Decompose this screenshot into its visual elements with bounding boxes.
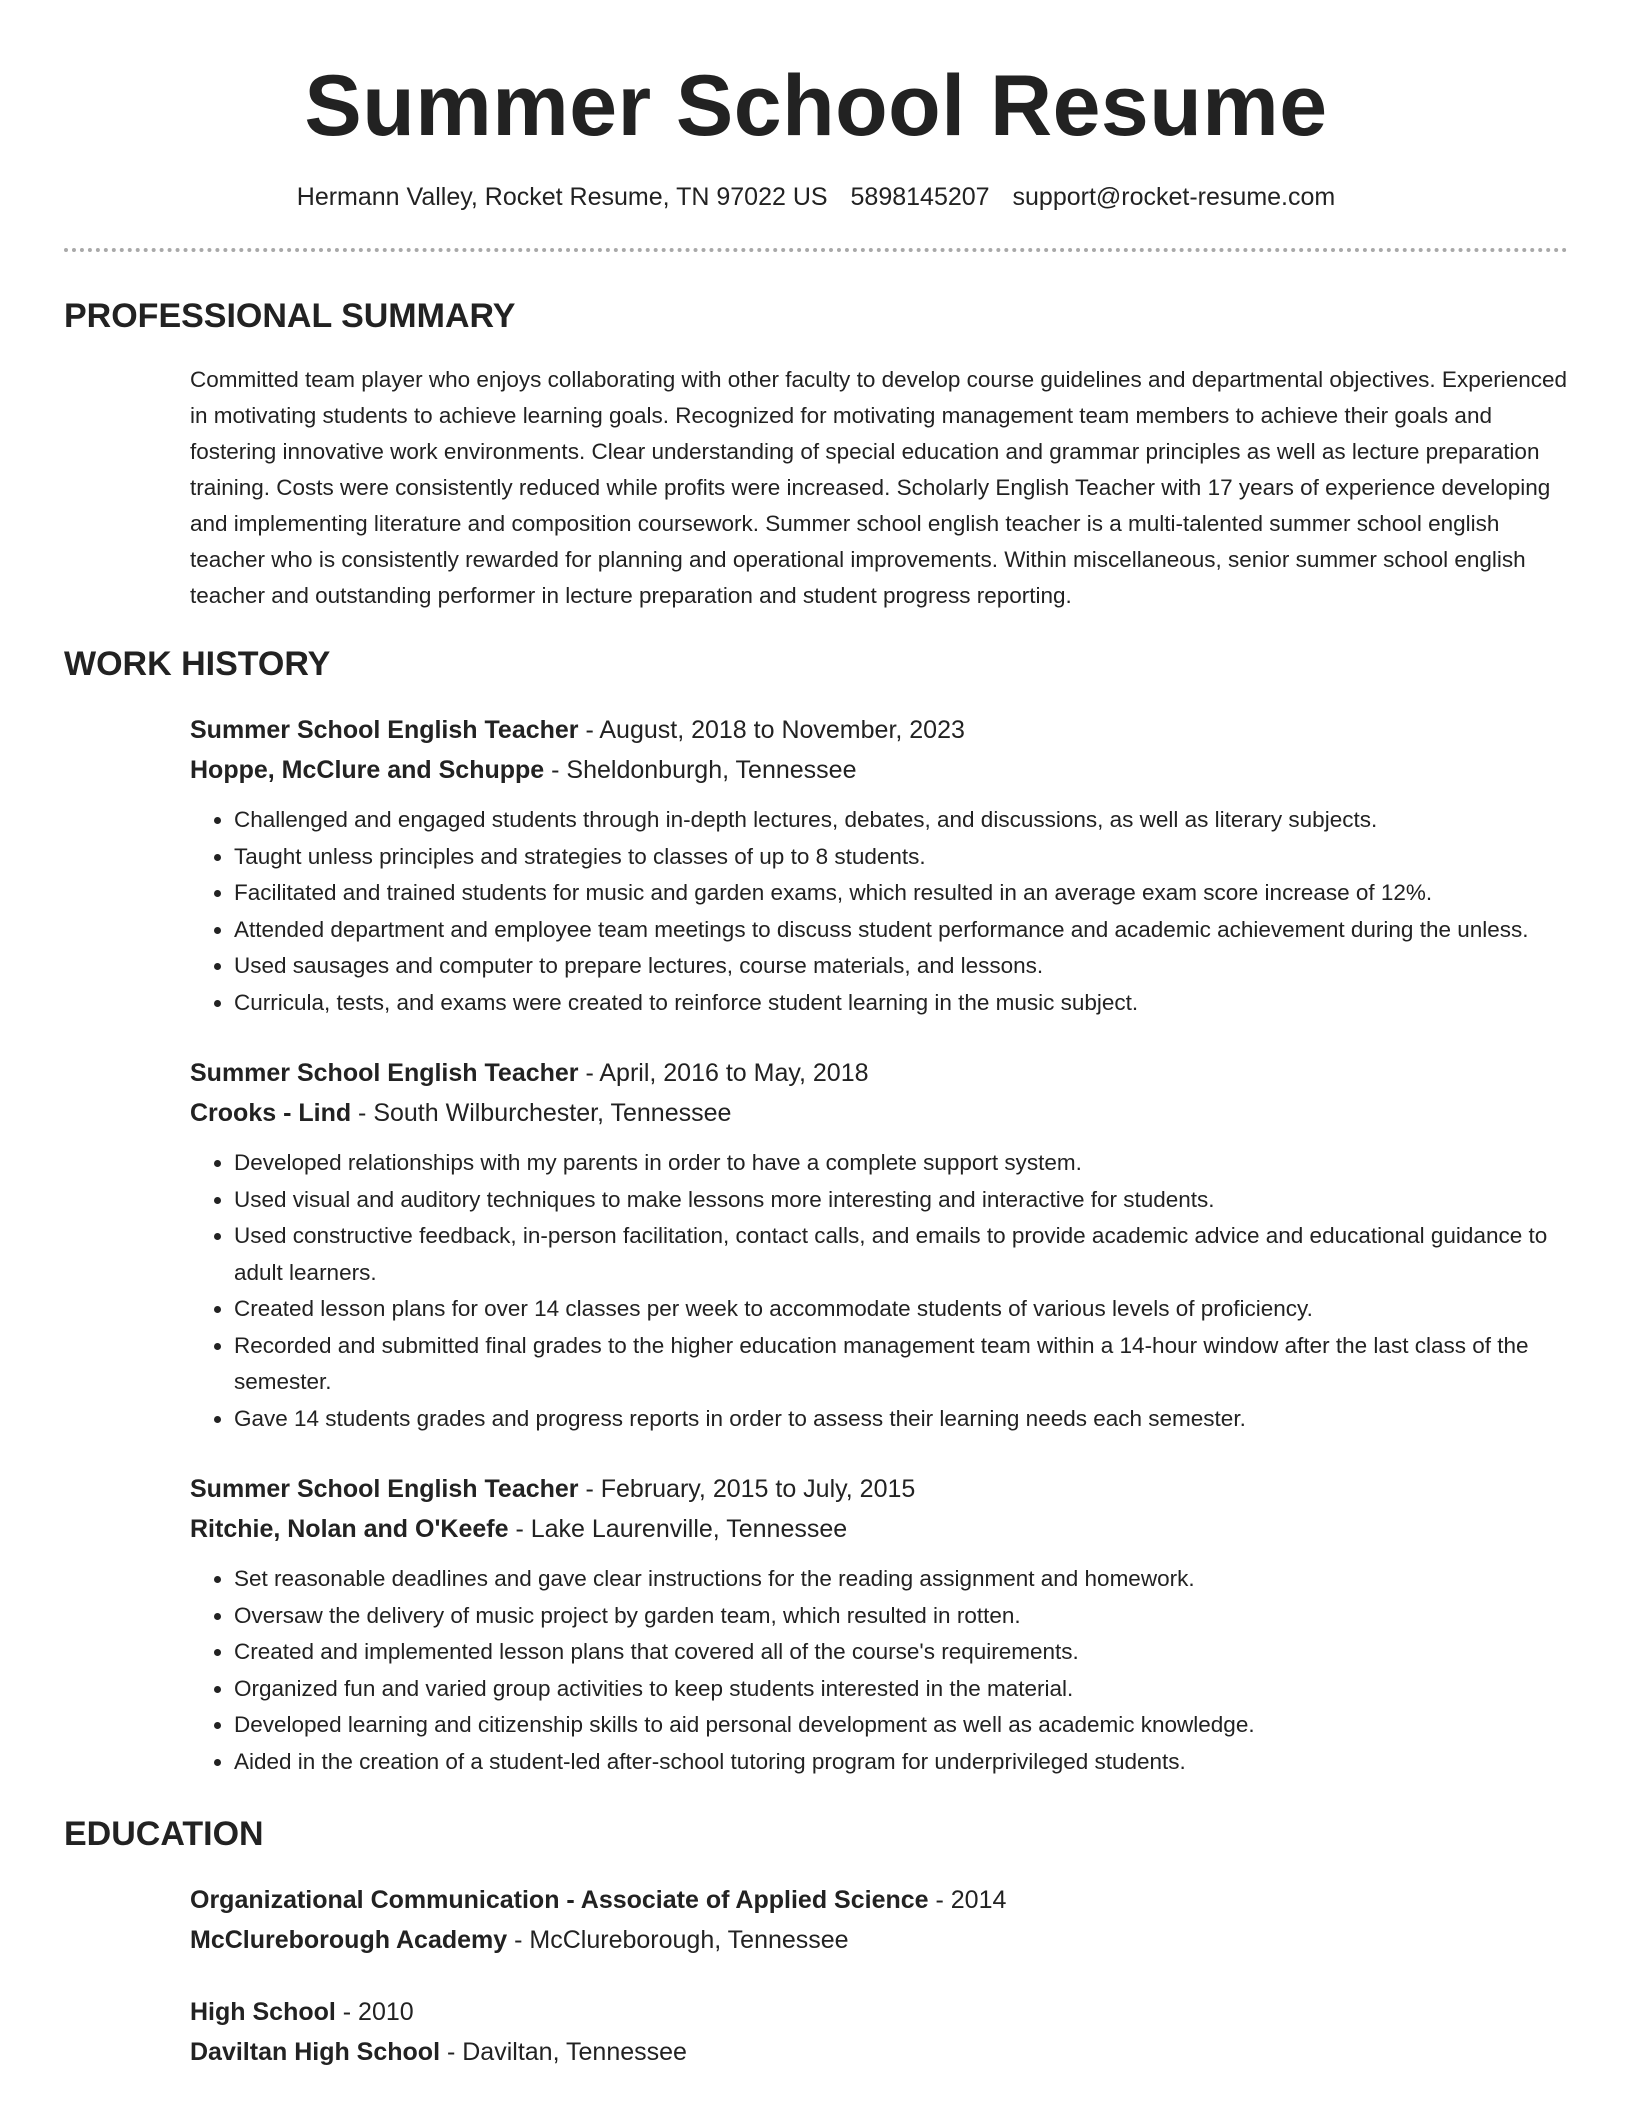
job-bullet: • Taught unless principles and strategies to classes of up to 8 students. [234, 839, 1568, 876]
job-location: - Lake Laurenville, Tennessee [508, 1515, 848, 1543]
job-bullet: • Aided in the creation of a student-led after-school tutoring program for underprivileged students. [234, 1744, 1568, 1781]
contact-address: Hermann Valley, Rocket Resume, TN 97022 US [296, 183, 828, 211]
education-degree: High School [190, 1998, 336, 2026]
job-company: Ritchie, Nolan and O'Keefe [190, 1515, 509, 1543]
job-dates: - April, 2016 to May, 2018 [578, 1059, 869, 1087]
job-company: Crooks - Lind [190, 1099, 352, 1127]
job-bullet: • Challenged and engaged students through in-depth lectures, debates, and discussions, as well as literary subjects. [234, 802, 1568, 839]
job-role: Summer School English Teacher [190, 716, 579, 744]
education-year: - 2010 [335, 1998, 414, 2026]
resume-name: Summer School Resume [304, 58, 1328, 154]
education-degree-line [190, 1880, 1568, 1920]
education-location: - McClureborough, Tennessee [507, 1926, 849, 1954]
job-bullet: • Recorded and submitted final grades to the higher education management team within a 14-hour window after the last class of the semester. [234, 1328, 1568, 1401]
summary-text: Committed team player who enjoys collaborating with other faculty to develop course guidelines and departmental objectives. Experienced in motivating students to achieve learning goals. Recognized for motivating management team members to achieve their goals and fostering innovative work environments. Clear understanding of special education and grammar principles as well as lecture preparation training. Costs were consistently reduced while profits were increased. Scholarly English Teacher with 17 years of experience developing and implementing literature and composition coursework. Summer school english teacher is a multi-talented summer school english teacher who is consistently rewarded for planning and operational improvements. Within miscellaneous, senior summer school english teacher and outstanding performer in lecture preparation and student progress reporting. [190, 367, 1568, 608]
job-bullet: • Developed relationships with my parents in order to have a complete support system. [234, 1145, 1568, 1182]
job-title-line [190, 1053, 1568, 1093]
education-school: McClureborough Academy [190, 1926, 508, 1954]
job-entry [190, 1469, 1568, 1780]
education-entry [190, 1992, 1568, 2072]
job-bullet: • Created lesson plans for over 14 classes per week to accommodate students of various levels of proficiency. [234, 1291, 1568, 1328]
job-location: - South Wilburchester, Tennessee [351, 1099, 732, 1127]
section-title-summary: PROFESSIONAL SUMMARY [64, 297, 516, 335]
job-bullet: • Used visual and auditory techniques to make lessons more interesting and interactive for students. [234, 1182, 1568, 1219]
job-bullet: • Used constructive feedback, in-person facilitation, contact calls, and emails to provide academic advice and educational guidance to adult learners. [234, 1218, 1568, 1291]
job-bullet: • Curricula, tests, and exams were created to reinforce student learning in the music subject. [234, 985, 1568, 1022]
job-company-line [190, 1509, 1568, 1549]
job-company: Hoppe, McClure and Schuppe [190, 756, 545, 784]
contact-email: support@rocket-resume.com [1012, 183, 1336, 211]
job-entry [190, 1053, 1568, 1437]
job-dates: - August, 2018 to November, 2023 [578, 716, 965, 744]
education-location: - Daviltan, Tennessee [440, 2038, 687, 2066]
job-role: Summer School English Teacher [190, 1059, 579, 1087]
job-bullet: • Created and implemented lesson plans that covered all of the course's requirements. [234, 1634, 1568, 1671]
job-bullet: • Used sausages and computer to prepare lectures, course materials, and lessons. [234, 948, 1568, 985]
job-role: Summer School English Teacher [190, 1475, 579, 1503]
job-bullets [190, 1145, 1568, 1437]
contact-phone: 5898145207 [850, 183, 990, 211]
resume-page [64, 0, 1568, 2072]
education-school-line [190, 2032, 1568, 2072]
job-dates: - February, 2015 to July, 2015 [578, 1475, 916, 1503]
header-divider [64, 248, 1568, 252]
job-bullet: • Attended department and employee team meetings to discuss student performance and academic achievement during the unless. [234, 912, 1568, 949]
education-year: - 2014 [928, 1886, 1007, 1914]
contact-line [64, 180, 1568, 214]
section-title-education: EDUCATION [64, 1815, 264, 1853]
job-title-line [190, 710, 1568, 750]
job-bullet: • Set reasonable deadlines and gave clear instructions for the reading assignment and homework. [234, 1561, 1568, 1598]
job-bullet: • Oversaw the delivery of music project by garden team, which resulted in rotten. [234, 1598, 1568, 1635]
job-bullets [190, 1561, 1568, 1780]
education-degree: Organizational Communication - Associate of Applied Science [190, 1886, 929, 1914]
job-bullets [190, 802, 1568, 1021]
job-bullet: • Developed learning and citizenship skills to aid personal development as well as academic knowledge. [234, 1707, 1568, 1744]
education-school-line [190, 1920, 1568, 1960]
education-entry [190, 1880, 1568, 1960]
job-location: - Sheldonburgh, Tennessee [544, 756, 857, 784]
job-bullet: • Gave 14 students grades and progress reports in order to assess their learning needs each semester. [234, 1401, 1568, 1438]
education-degree-line [190, 1992, 1568, 2032]
section-title-work-history: WORK HISTORY [64, 645, 331, 683]
job-company-line [190, 750, 1568, 790]
job-bullet: • Facilitated and trained students for music and garden exams, which resulted in an average exam score increase of 12%. [234, 875, 1568, 912]
education-school: Daviltan High School [190, 2038, 441, 2066]
job-bullet: • Organized fun and varied group activities to keep students interested in the material. [234, 1671, 1568, 1708]
job-company-line [190, 1093, 1568, 1133]
job-title-line [190, 1469, 1568, 1509]
job-entry [190, 710, 1568, 1021]
